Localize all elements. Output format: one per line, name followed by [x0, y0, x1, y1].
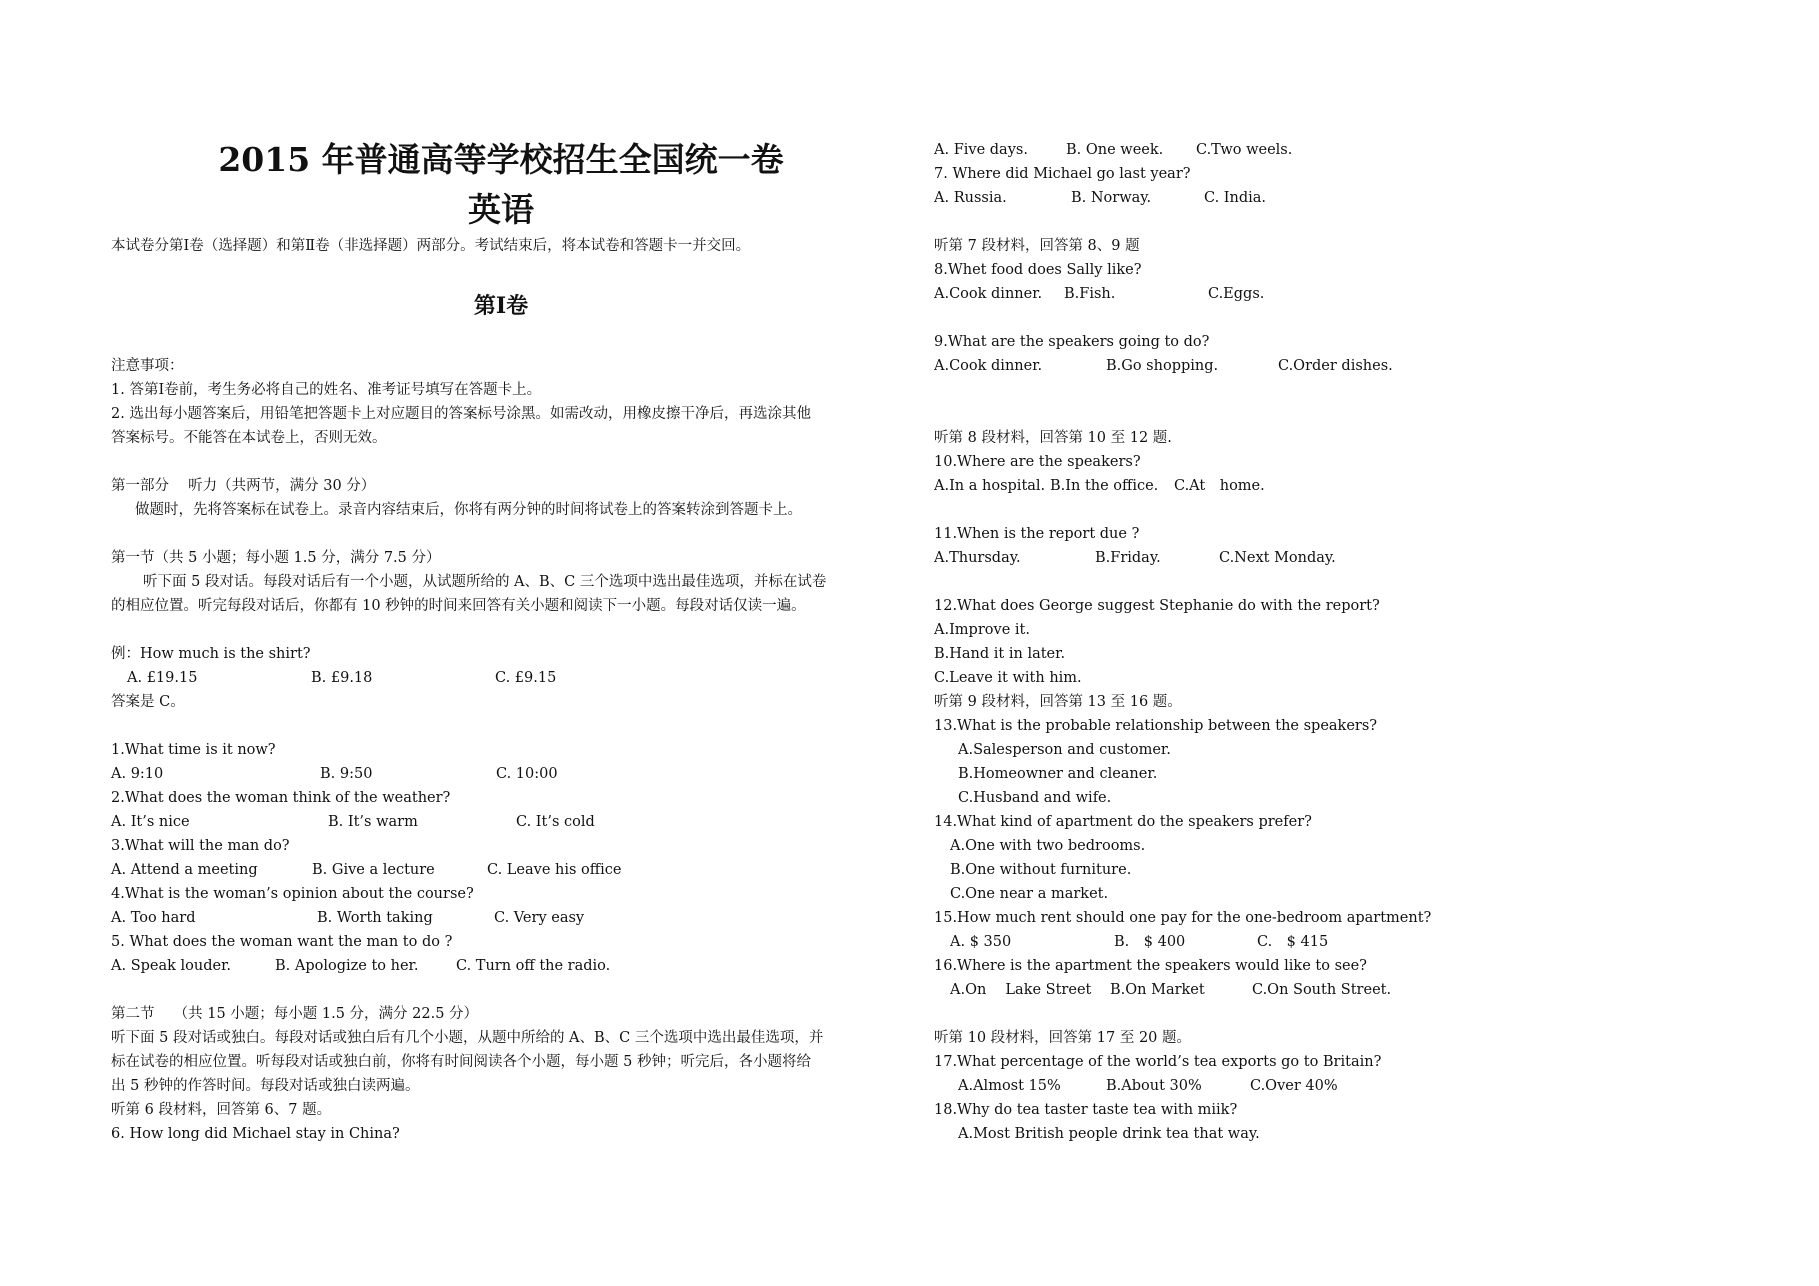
- q5-option-a: A. Speak louder.: [111, 958, 232, 974]
- q17-option-c: C.Over 40%: [1250, 1078, 1338, 1094]
- material-8-heading: 听第 8 段材料，回答第 10 至 12 题.: [934, 430, 1172, 446]
- q11-option-a: A.Thursday.: [934, 550, 1021, 566]
- exam-title: 2015 年普通高等学校招生全国统一卷: [218, 140, 784, 179]
- q15-option-b: B. $ 400: [1114, 934, 1186, 950]
- section2-instruction: 听下面 5 段对话或独白。每段对话或独白后有几个小题，从题中所给的 A、B、C 三个选项中选出最佳选项，并: [111, 1030, 824, 1046]
- question-10: 10.Where are the speakers?: [934, 454, 1141, 470]
- q8-option-c: C.Eggs.: [1208, 286, 1265, 302]
- part1-heading: 第一部分 听力（共两节，满分 30 分）: [111, 478, 376, 494]
- q12-option-a: A.Improve it.: [934, 622, 1030, 638]
- q14-option-b: B.One without furniture.: [950, 862, 1132, 878]
- q13-option-c: C.Husband and wife.: [958, 790, 1112, 806]
- q2-option-c: C. It’s cold: [516, 814, 595, 830]
- section1-heading: 第一节（共 5 小题；每小题 1.5 分，满分 7.5 分）: [111, 550, 441, 566]
- example-option-c: C. £9.15: [495, 670, 557, 686]
- material-10-heading: 听第 10 段材料，回答第 17 至 20 题。: [934, 1030, 1192, 1046]
- q3-option-c: C. Leave his office: [487, 862, 622, 878]
- q3-option-a: A. Attend a meeting: [111, 862, 258, 878]
- q16-option-c: C.On South Street.: [1252, 982, 1392, 998]
- q2-option-a: A. It’s nice: [111, 814, 190, 830]
- question-16: 16.Where is the apartment the speakers would like to see?: [934, 958, 1367, 974]
- question-15: 15.How much rent should one pay for the one-bedroom apartment?: [934, 910, 1432, 926]
- volume-heading: 第Ⅰ卷: [473, 293, 529, 319]
- q7-option-a: A. Russia.: [934, 190, 1007, 206]
- section2-heading: 第二节 （共 15 小题；每小题 1.5 分，满分 22.5 分）: [111, 1006, 479, 1022]
- q4-option-c: C. Very easy: [494, 910, 585, 926]
- question-2: 2.What does the woman think of the weather?: [111, 790, 451, 806]
- example-option-a: A. £19.15: [127, 670, 198, 686]
- q12-option-c: C.Leave it with him.: [934, 670, 1082, 686]
- question-13: 13.What is the probable relationship between the speakers?: [934, 718, 1378, 734]
- question-7: 7. Where did Michael go last year?: [934, 166, 1191, 182]
- q10-option-a: A.In a hospital.: [934, 478, 1046, 494]
- section2-instruction-cont1: 标在试卷的相应位置。听每段对话或独白前，你将有时间阅读各个小题，每小题 5 秒钟；听完后，各小题将给: [111, 1054, 811, 1070]
- section1-instruction: 听下面 5 段对话。每段对话后有一个小题，从试题所给的 A、B、C 三个选项中选出最佳选项，并标在试卷: [143, 574, 827, 590]
- question-6: 6. How long did Michael stay in China?: [111, 1126, 400, 1142]
- q17-option-b: B.About 30%: [1106, 1078, 1202, 1094]
- section1-instruction-cont: 的相应位置。听完每段对话后，你都有 10 秒钟的时间来回答有关小题和阅读下一小题。每段对话仅读一遍。: [111, 598, 806, 614]
- q5-option-c: C. Turn off the radio.: [456, 958, 611, 974]
- q4-option-b: B. Worth taking: [317, 910, 433, 926]
- exam-intro: 本试卷分第Ⅰ卷（选择题）和第Ⅱ卷（非选择题）两部分。考试结束后，将本试卷和答题卡一并交回。: [111, 238, 751, 254]
- section2-instruction-cont2: 出 5 秒钟的作答时间。每段对话或独白读两遍。: [111, 1078, 420, 1094]
- q7-option-b: B. Norway.: [1071, 190, 1152, 206]
- material-6-heading: 听第 6 段材料，回答第 6、7 题。: [111, 1102, 332, 1118]
- question-17: 17.What percentage of the world’s tea exports go to Britain?: [934, 1054, 1382, 1070]
- q5-option-b: B. Apologize to her.: [275, 958, 419, 974]
- q14-option-c: C.One near a market.: [950, 886, 1109, 902]
- example-option-b: B. £9.18: [311, 670, 373, 686]
- q6-option-c: C.Two weels.: [1196, 142, 1293, 158]
- q13-option-b: B.Homeowner and cleaner.: [958, 766, 1158, 782]
- note-item-2-cont: 答案标号。不能答在本试卷上，否则无效。: [111, 430, 387, 446]
- q11-option-b: B.Friday.: [1095, 550, 1161, 566]
- q10-option-c: C.At home.: [1174, 478, 1265, 494]
- q8-option-a: A.Cook dinner.: [934, 286, 1043, 302]
- q3-option-b: B. Give a lecture: [312, 862, 435, 878]
- question-3: 3.What will the man do?: [111, 838, 290, 854]
- q7-option-c: C. India.: [1204, 190, 1267, 206]
- q9-option-b: B.Go shopping.: [1106, 358, 1219, 374]
- q16-option-b: B.On Market: [1110, 982, 1205, 998]
- q11-option-c: C.Next Monday.: [1219, 550, 1336, 566]
- q8-option-b: B.Fish.: [1064, 286, 1116, 302]
- q14-option-a: A.One with two bedrooms.: [950, 838, 1146, 854]
- question-18: 18.Why do tea taster taste tea with miik?: [934, 1102, 1238, 1118]
- part1-instruction: 做题时，先将答案标在试卷上。录音内容结束后，你将有两分钟的时间将试卷上的答案转涂到答题卡上。: [135, 502, 802, 518]
- q9-option-c: C.Order dishes.: [1278, 358, 1393, 374]
- q6-option-a: A. Five days.: [934, 142, 1028, 158]
- q6-option-b: B. One week.: [1066, 142, 1164, 158]
- question-4: 4.What is the woman’s opinion about the course?: [111, 886, 474, 902]
- q1-option-a: A. 9:10: [111, 766, 164, 782]
- q18-option-a: A.Most British people drink tea that way.: [958, 1126, 1260, 1142]
- material-9-heading: 听第 9 段材料，回答第 13 至 16 题。: [934, 694, 1182, 710]
- q1-option-c: C. 10:00: [496, 766, 558, 782]
- q15-option-c: C. $ 415: [1257, 934, 1329, 950]
- exam-subject: 英语: [468, 190, 534, 229]
- q1-option-b: B. 9:50: [320, 766, 373, 782]
- note-item-1: 1. 答第Ⅰ卷前，考生务必将自己的姓名、准考证号填写在答题卡上。: [111, 382, 542, 398]
- example-answer: 答案是 C。: [111, 694, 185, 710]
- q4-option-a: A. Too hard: [111, 910, 196, 926]
- q2-option-b: B. It’s warm: [328, 814, 418, 830]
- q16-option-a: A.On Lake Street: [950, 982, 1092, 998]
- note-item-2: 2. 选出每小题答案后，用铅笔把答题卡上对应题目的答案标号涂黑。如需改动，用橡皮擦干净后，再选涂其他: [111, 406, 811, 422]
- question-14: 14.What kind of apartment do the speakers prefer?: [934, 814, 1312, 830]
- question-1: 1.What time is it now?: [111, 742, 276, 758]
- material-7-heading: 听第 7 段材料，回答第 8、9 题: [934, 238, 1140, 254]
- question-11: 11.When is the report due ?: [934, 526, 1140, 542]
- example-question: 例：How much is the shirt?: [111, 646, 311, 662]
- q13-option-a: A.Salesperson and customer.: [958, 742, 1171, 758]
- notes-heading: 注意事项：: [111, 358, 184, 374]
- q15-option-a: A. $ 350: [950, 934, 1012, 950]
- question-5: 5. What does the woman want the man to do ?: [111, 934, 453, 950]
- q17-option-a: A.Almost 15%: [958, 1078, 1061, 1094]
- question-12: 12.What does George suggest Stephanie do with the report?: [934, 598, 1380, 614]
- q9-option-a: A.Cook dinner.: [934, 358, 1043, 374]
- q10-option-b: B.In the office.: [1050, 478, 1159, 494]
- question-8: 8.Whet food does Sally like?: [934, 262, 1142, 278]
- q12-option-b: B.Hand it in later.: [934, 646, 1066, 662]
- question-9: 9.What are the speakers going to do?: [934, 334, 1210, 350]
